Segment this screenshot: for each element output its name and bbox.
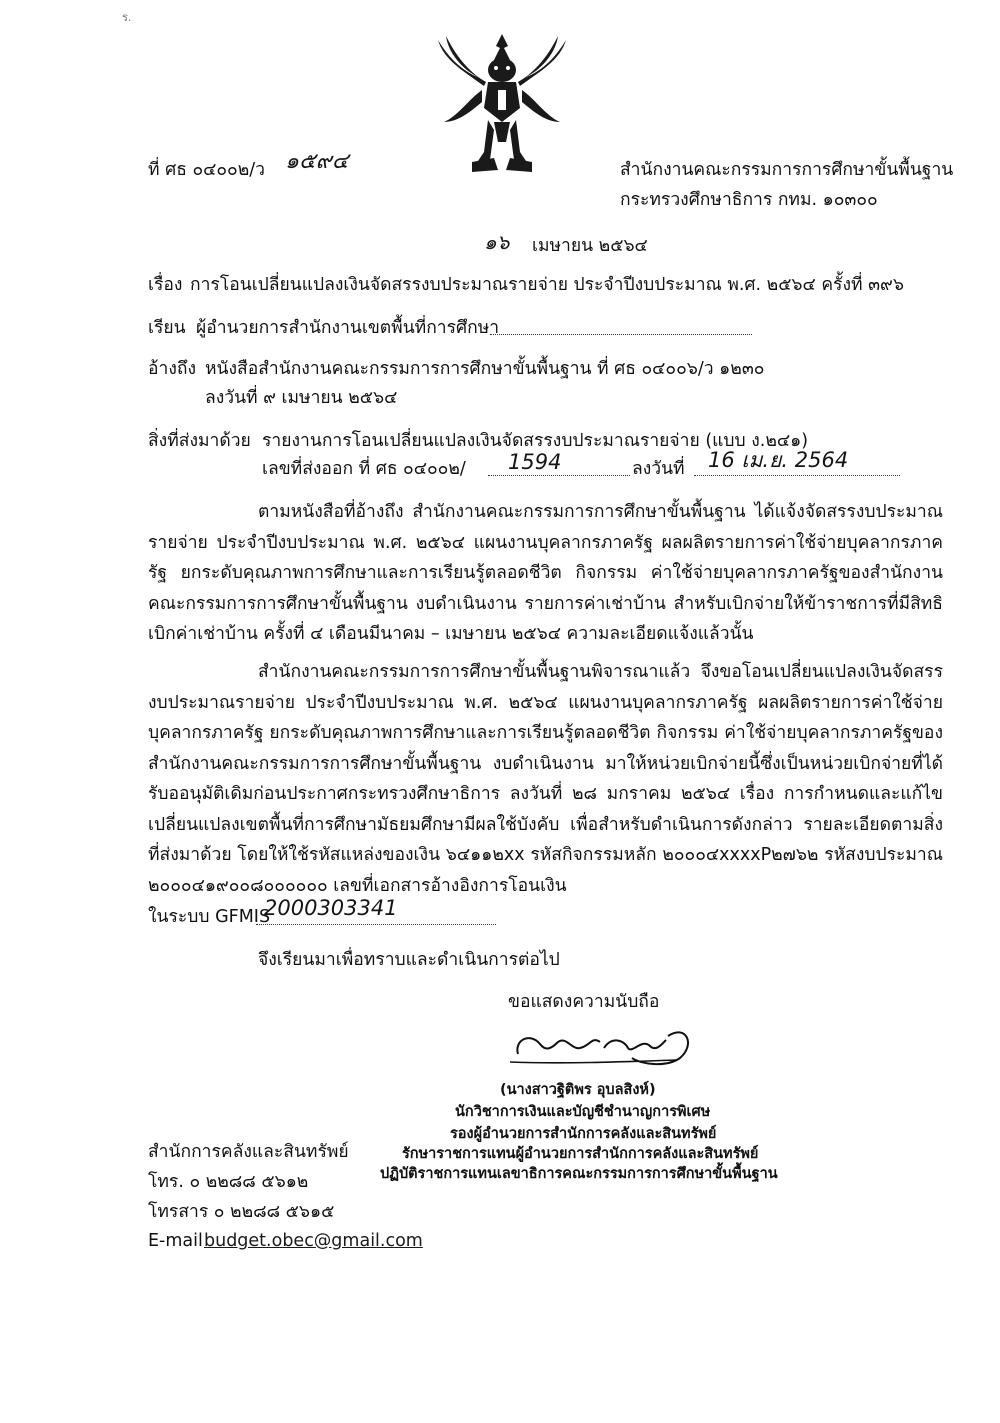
- enclosure-text: รายงานการโอนเปลี่ยนแปลงเงินจัดสรรงบประมาณรายจ่าย (แบบ ง.๒๔๑): [262, 431, 809, 451]
- org-address: กระทรวงศึกษาธิการ กทม. ๑๐๓๐๐: [620, 190, 878, 210]
- outgoing-number-label: เลขที่ส่งออก ที่ ศธ ๐๔๐๐๒/: [262, 459, 466, 479]
- salutation-dotted-line: [490, 334, 752, 335]
- reference-label: อ้างถึง: [148, 359, 197, 379]
- regards-text: ขอแสดงความนับถือ: [508, 992, 660, 1012]
- signer-title-2: รองผู้อำนวยการสำนักการคลังและสินทรัพย์: [450, 1126, 717, 1142]
- enclosure-label: สิ่งที่ส่งมาด้วย: [148, 431, 251, 451]
- handwritten-signature: [500, 1018, 700, 1080]
- closing-text: จึงเรียนมาเพื่อทราบและดำเนินการต่อไป: [258, 950, 560, 970]
- reference-line1: หนังสือสำนักงานคณะกรรมการการศึกษาขั้นพื้นฐาน ที่ ศธ ๐๔๐๐๖/ว ๑๒๓๐: [205, 359, 765, 379]
- body-paragraph-2: สำนักงานคณะกรรมการการศึกษาขั้นพื้นฐานพิจารณาแล้ว จึงขอโอนเปลี่ยนแปลงเงินจัดสรรงบประมาณรายจ่าย ประจำปีงบประมาณ พ.ศ. ๒๕๖๔ แผนงานบุคลากรภาครัฐ ผลผลิตรายการค่าใช้จ่ายบุคลากรภาครัฐ ยกระดับคุณภาพการศึกษาและการเรียนรู้ตลอดชีวิต กิจกรรม ค่าใช้จ่ายบุคลากรภาครัฐของสำนักงานคณะกรรมการการศึกษาขั้นพื้นฐาน งบดำเนินงาน มาให้หน่วยเบิกจ่ายนี้ซึ่งเป็นหน่วยเบิกจ่ายที่ได้รับออนุมัติเดิมก่อนประกาศกระทรวงศึกษาธิการ ลงวันที่ ๒๘ มกราคม ๒๕๖๔ เรื่อง การกำหนดและแก้ไขเปลี่ยนแปลงเขตพื้นที่การศึกษามัธยมศึกษามีผลใช้บังคับ เพื่อสำหรับดำเนินการดังกล่าว รายละเอียดตามสิ่งที่ส่งมาด้วย โดยให้ใช้รหัสแหล่งของเงิน ๖๔๑๑๒xx รหัสกิจกรรมหลัก ๒๐๐๐๔xxxxP๒๗๖๒ รหัสงบประมาณ ๒๐๐๐๔๑๙๐๐๘๐๐๐๐๐๐ เลขที่เอกสารอ้างอิงการโอนเงิน: [148, 662, 943, 896]
- corner-mark: ร.: [122, 11, 132, 24]
- gfmis-label: ในระบบ GFMIS: [148, 907, 271, 927]
- contact-email-label: E-mail: [148, 1231, 203, 1251]
- contact-phone: โทร. ๐ ๒๒๘๘ ๕๖๑๒: [148, 1172, 309, 1192]
- subject-label: เรื่อง: [148, 275, 183, 295]
- signer-title-1: นักวิชาการเงินและบัญชีชำนาญการพิเศษ: [455, 1104, 711, 1120]
- gfmis-number-handwritten: 2000303341: [264, 896, 398, 920]
- contact-fax: โทรสาร ๐ ๒๒๘๘ ๕๖๑๕: [148, 1202, 335, 1222]
- contact-office: สำนักการคลังและสินทรัพย์: [148, 1142, 349, 1162]
- salutation-text: ผู้อำนวยการสำนักงานเขตพื้นที่การศึกษา: [196, 318, 500, 338]
- contact-email-link[interactable]: budget.obec@gmail.com: [204, 1231, 423, 1251]
- doc-number-prefix: ที่ ศธ ๐๔๐๐๒/ว: [148, 160, 265, 180]
- date-day-handwritten: ๑๖: [484, 230, 510, 254]
- signer-name: (นางสาวฐิติพร อุบลสิงห์): [500, 1082, 656, 1098]
- signer-title-3: รักษาราชการแทนผู้อำนวยการสำนักการคลังและสินทรัพย์: [402, 1146, 759, 1162]
- salutation-label: เรียน: [148, 318, 186, 338]
- garuda-emblem-icon: [432, 30, 572, 175]
- outgoing-date-dotted-line: [694, 475, 900, 476]
- outgoing-date-label: ลงวันที่: [632, 459, 685, 479]
- subject-text: การโอนเปลี่ยนแปลงเงินจัดสรรงบประมาณรายจ่าย ประจำปีงบประมาณ พ.ศ. ๒๕๖๔ ครั้งที่ ๓๙๖: [190, 275, 904, 295]
- org-name: สำนักงานคณะกรรมการการศึกษาขั้นพื้นฐาน: [620, 160, 954, 180]
- date-month-year: เมษายน ๒๕๖๔: [532, 236, 648, 256]
- outgoing-number-handwritten: 1594: [508, 450, 562, 474]
- body-paragraph-1: ตามหนังสือที่อ้างถึง สำนักงานคณะกรรมการการศึกษาขั้นพื้นฐาน ได้แจ้งจัดสรรงบประมาณรายจ่าย ประจำปีงบประมาณ พ.ศ. ๒๕๖๔ แผนงานบุคลากรภาครัฐ ผลผลิตรายการค่าใช้จ่ายบุคลากรภาครัฐ ยกระดับคุณภาพการศึกษาและการเรียนรู้ตลอดชีวิต กิจกรรม ค่าใช้จ่ายบุคลากรภาครัฐของสำนักงานคณะกรรมการการศึกษาขั้นพื้นฐาน งบดำเนินงาน รายการค่าเช่าบ้าน สำหรับเบิกจ่ายให้ข้าราชการที่มีสิทธิเบิกค่าเช่าบ้าน ครั้งที่ ๔ เดือนมีนาคม – เมษายน ๒๕๖๔ ความละเอียดแจ้งแล้วนั้น: [148, 502, 943, 644]
- gfmis-dotted-line: [256, 924, 496, 925]
- reference-line2: ลงวันที่ ๙ เมษายน ๒๕๖๔: [205, 388, 398, 408]
- signer-title-4: ปฏิบัติราชการแทนเลขาธิการคณะกรรมการการศึกษาขั้นพื้นฐาน: [380, 1166, 778, 1182]
- doc-number-handwritten: ๑๕๙๔: [285, 149, 349, 174]
- outgoing-number-dotted-line: [488, 475, 630, 476]
- outgoing-date-handwritten: 16 เม.ย. 2564: [708, 448, 849, 472]
